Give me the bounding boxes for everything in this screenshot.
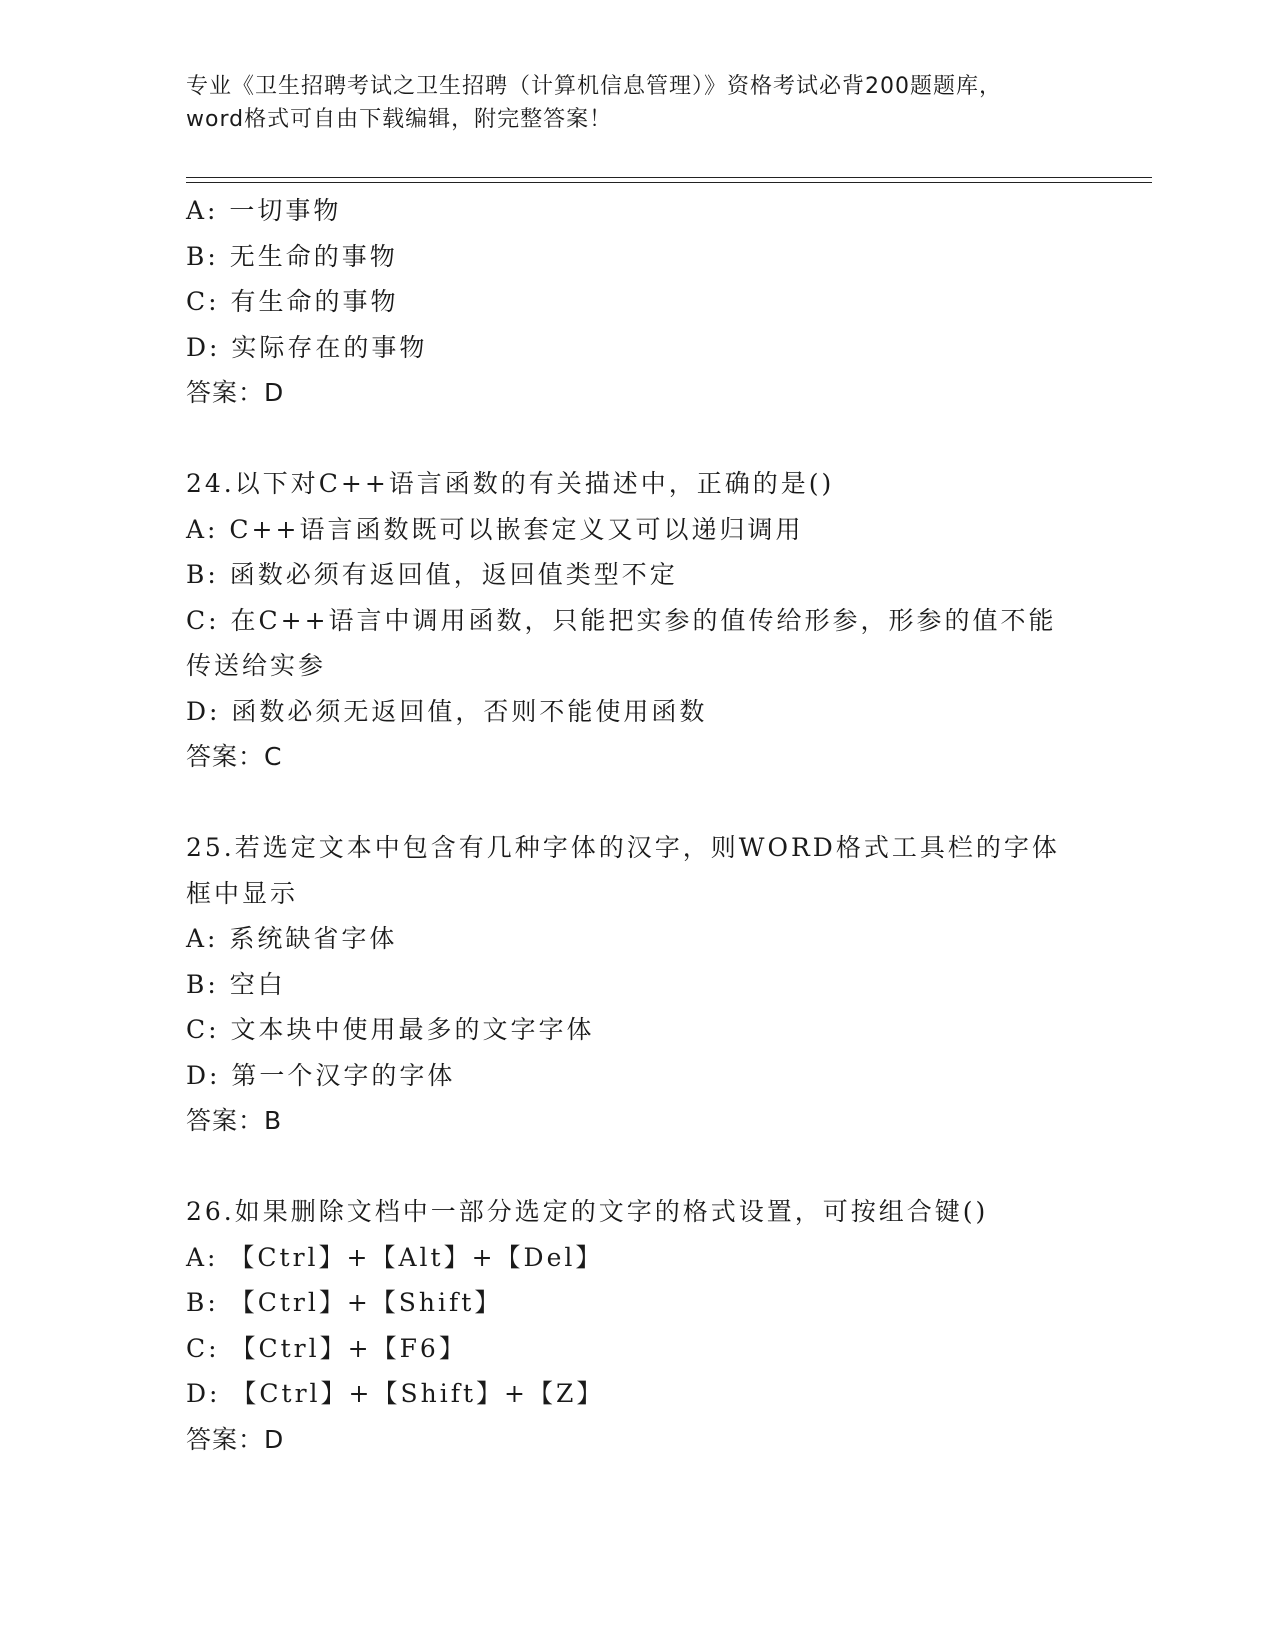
document-header xyxy=(186,70,1086,136)
option-d: D: 实际存在的事物 xyxy=(186,332,428,362)
option-c-continuation: 传送给实参 xyxy=(186,651,327,680)
answer-line: 答案：C xyxy=(186,742,283,771)
answer-line: 答案：D xyxy=(186,1424,285,1454)
header-divider-bottom xyxy=(186,182,1152,183)
answer-line: 答案：D xyxy=(186,378,285,407)
header-divider-top xyxy=(186,177,1152,178)
question-list xyxy=(186,188,1086,1462)
question-stem: 26.如果删除文档中一部分选定的文字的格式设置，可按组合键() xyxy=(186,1197,989,1226)
header-line-2: word格式可自由下载编辑，附完整答案！ xyxy=(186,107,613,132)
answer-line: 答案：B xyxy=(186,1106,283,1135)
option-c: C: 有生命的事物 xyxy=(186,287,399,316)
block-spacer xyxy=(186,416,1086,462)
option-b: B: 无生命的事物 xyxy=(186,241,398,271)
block-spacer xyxy=(186,1144,1086,1190)
option-a: A: 【Ctrl】+【Alt】+【Del】 xyxy=(186,1242,604,1272)
option-a: A: C++语言函数既可以嵌套定义又可以递归调用 xyxy=(186,514,804,544)
option-c: C: 【Ctrl】+【F6】 xyxy=(186,1333,467,1363)
question-block-26 xyxy=(186,1189,1086,1462)
option-b: B: 函数必须有返回值，返回值类型不定 xyxy=(186,560,678,589)
question-stem: 24.以下对C++语言函数的有关描述中，正确的是() xyxy=(186,469,835,498)
question-block-23 xyxy=(186,188,1086,416)
option-a: A: 一切事物 xyxy=(186,196,342,225)
question-stem-continuation: 框中显示 xyxy=(186,878,299,908)
option-d: D: 【Ctrl】+【Shift】+【Z】 xyxy=(186,1379,605,1408)
option-d: D: 函数必须无返回值，否则不能使用函数 xyxy=(186,696,708,726)
question-block-24 xyxy=(186,461,1086,780)
option-b: B: 空白 xyxy=(186,969,286,999)
block-spacer xyxy=(186,780,1086,826)
header-line-1: 专业《卫生招聘考试之卫生招聘（计算机信息管理）》资格考试必背200题题库， xyxy=(186,74,1002,99)
option-b: B: 【Ctrl】+【Shift】 xyxy=(186,1288,503,1317)
option-d: D: 第一个汉字的字体 xyxy=(186,1060,456,1090)
question-block-25 xyxy=(186,825,1086,1144)
option-c: C: 文本块中使用最多的文字字体 xyxy=(186,1015,595,1044)
question-stem: 25.若选定文本中包含有几种字体的汉字，则WORD格式工具栏的字体 xyxy=(186,833,1060,862)
option-a: A: 系统缺省字体 xyxy=(186,924,398,953)
option-c: C: 在C++语言中调用函数，只能把实参的值传给形参，形参的值不能 xyxy=(186,605,1057,635)
